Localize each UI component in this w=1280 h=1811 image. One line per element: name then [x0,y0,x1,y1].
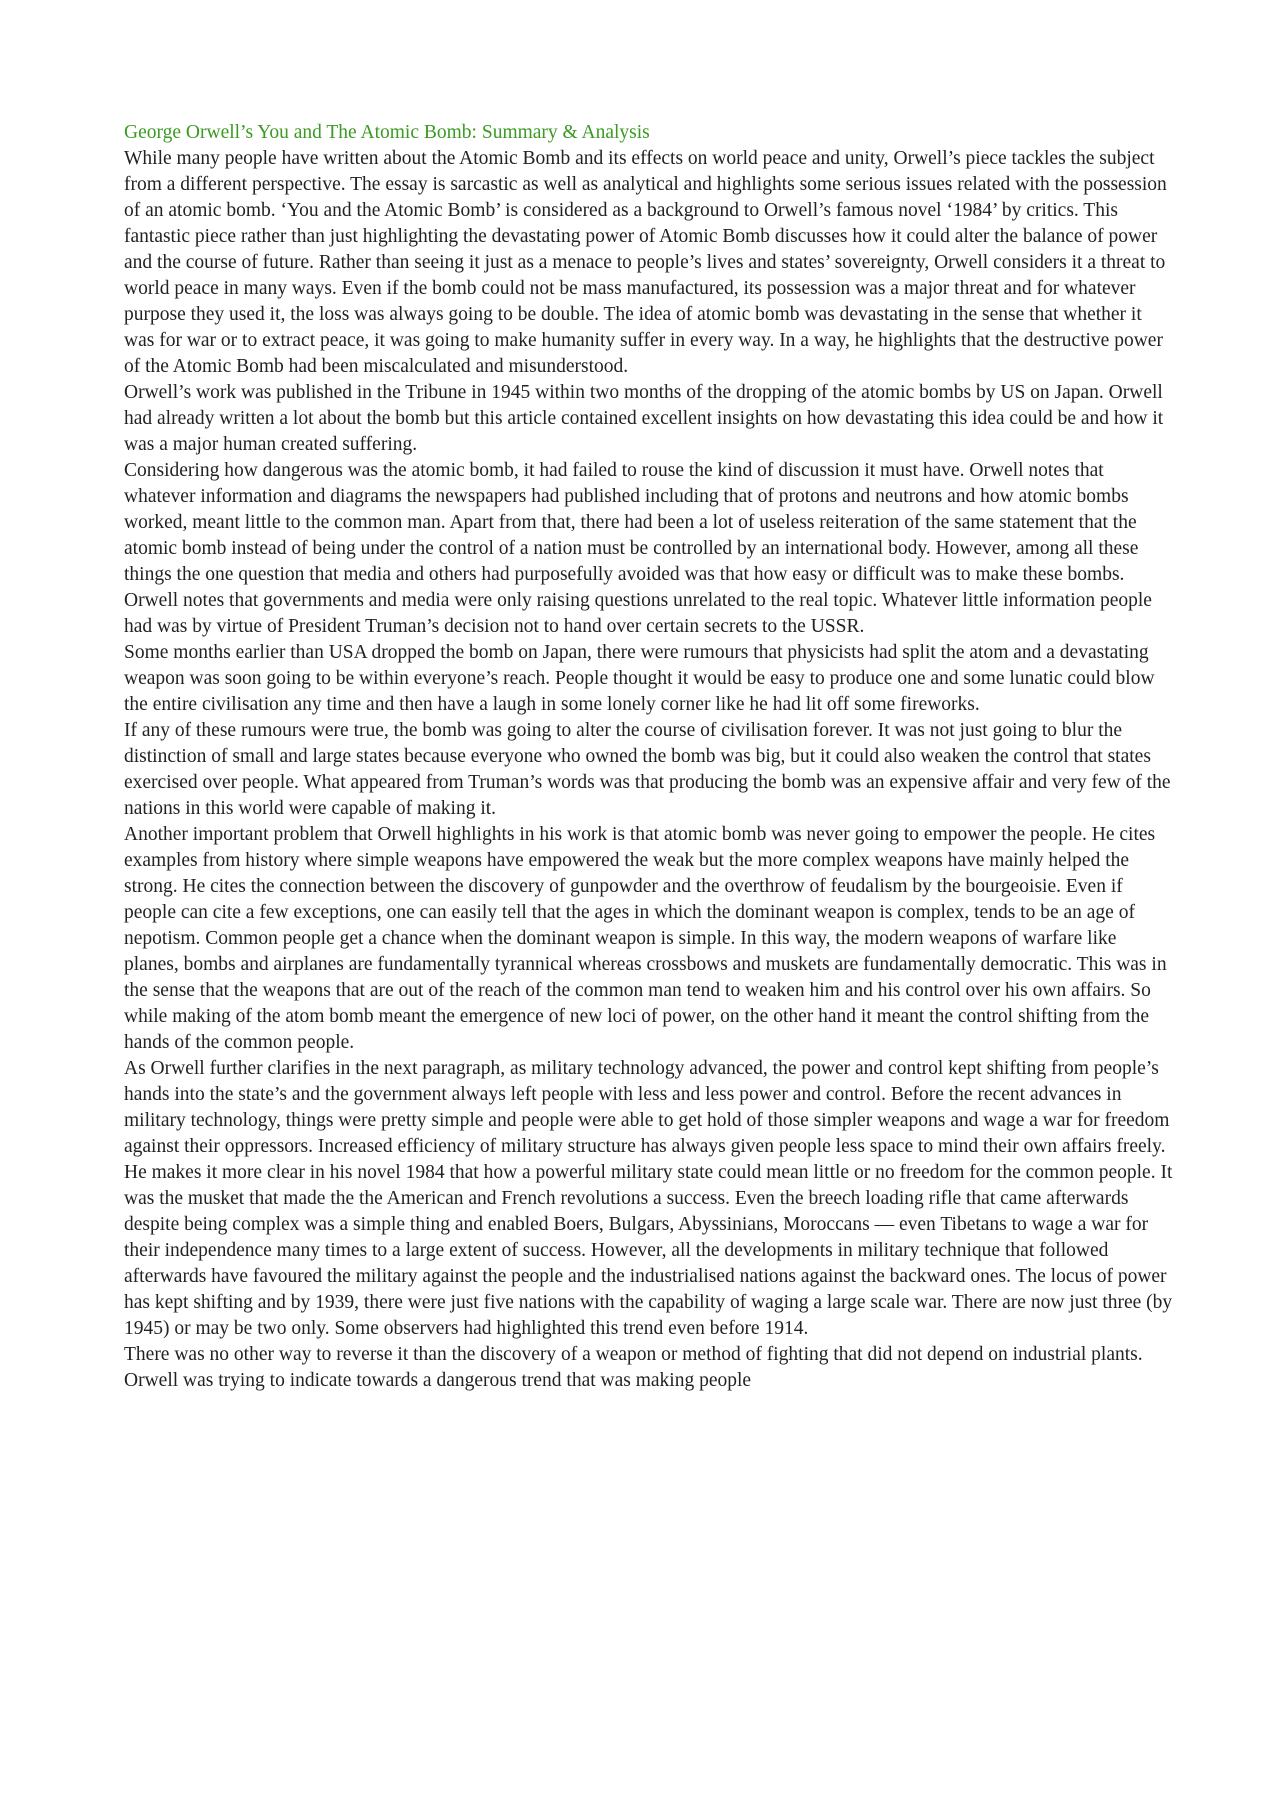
paragraph-8: There was no other way to reverse it than the discovery of a weapon or method of fighting that did not depend on industrial plants. Orwell was trying to indicate towards a dangerous trend that was making people [124,1344,1143,1391]
paragraph-3: Considering how dangerous was the atomic bomb, it had failed to rouse the kind of discussion it must have. Orwell notes that whatever information and diagrams the newspapers had published including that of protons and neutrons and how atomic bombs worked, meant little to the common man. Apart from that, there had been a lot of useless reiteration of the same statement that the atomic bomb instead of being under the control of a nation must be controlled by an international body. However, among all these things the one question that media and others had purposefully avoided was that how easy or difficult was to make these bombs. Orwell notes that governments and media were only raising questions unrelated to the real topic. Whatever little information people had was by virtue of President Truman’s decision not to hand over certain secrets to the USSR. [124,460,1152,637]
page-title: George Orwell’s You and The Atomic Bomb: Summary & Analysis [124,122,650,143]
paragraph-1: While many people have written about the Atomic Bomb and its effects on world peace and unity, Orwell’s piece tackles the subject from a different perspective. The essay is sarcastic as well as analytical and highlights some serious issues related with the possession of an atomic bomb. ‘You and the Atomic Bomb’ is considered as a background to Orwell’s famous novel ‘1984’ by critics. This fantastic piece rather than just highlighting the devastating power of Atomic Bomb discusses how it could alter the balance of power and the course of future. Rather than seeing it just as a menace to people’s lives and states’ sovereignty, Orwell considers it a threat to world peace in many ways. Even if the bomb could not be mass manufactured, its possession was a major threat and for whatever purpose they used it, the loss was always going to be double. The idea of atomic bomb was devastating in the sense that whether it was for war or to extract peace, it was going to make humanity suffer in every way. In a way, he highlights that the destructive power of the Atomic Bomb had been miscalculated and misunderstood. [124,148,1167,377]
document-body [124,120,1174,1394]
paragraph-6: Another important problem that Orwell highlights in his work is that atomic bomb was never going to empower the people. He cites examples from history where simple weapons have empowered the weak but the more complex weapons have mainly helped the strong. He cites the connection between the discovery of gunpowder and the overthrow of feudalism by the bourgeoisie. Even if people can cite a few exceptions, one can easily tell that the ages in which the dominant weapon is complex, tends to be an age of nepotism. Common people get a chance when the dominant weapon is simple. In this way, the modern weapons of warfare like planes, bombs and airplanes are fundamentally tyrannical whereas crossbows and muskets are fundamentally democratic. This was in the sense that the weapons that are out of the reach of the common man tend to weaken him and his control over his own affairs. So while making of the atom bomb meant the emergence of new loci of power, on the other hand it meant the control shifting from the hands of the common people. [124,824,1167,1053]
paragraph-5: If any of these rumours were true, the bomb was going to alter the course of civilisation forever. It was not just going to blur the distinction of small and large states because everyone who owned the bomb was big, but it could also weaken the control that states exercised over people. What appeared from Truman’s words was that producing the bomb was an expensive affair and very few of the nations in this world were capable of making it. [124,720,1171,819]
paragraph-4: Some months earlier than USA dropped the bomb on Japan, there were rumours that physicists had split the atom and a devastating weapon was soon going to be within everyone’s reach. People thought it would be easy to produce one and some lunatic could blow the entire civilisation any time and then have a laugh in some lonely corner like he had lit off some fireworks. [124,642,1155,715]
paragraph-2: Orwell’s work was published in the Tribune in 1945 within two months of the dropping of the atomic bombs by US on Japan. Orwell had already written a lot about the bomb but this article contained excellent insights on how devastating this idea could be and how it was a major human created suffering. [124,382,1164,455]
paragraph-7: As Orwell further clarifies in the next paragraph, as military technology advanced, the power and control kept shifting from people’s hands into the state’s and the government always left people with less and less power and control. Before the recent advances in military technology, things were pretty simple and people were able to get hold of those simpler weapons and wage a war for freedom against their oppressors. Increased efficiency of military structure has always given people less space to mind their own affairs freely. He makes it more clear in his novel 1984 that how a powerful military state could mean little or no freedom for the common people. It was the musket that made the the American and French revolutions a success. Even the breech loading rifle that came afterwards despite being complex was a simple thing and enabled Boers, Bulgars, Abyssinians, Moroccans — even Tibetans to wage a war for their independence many times to a large extent of success. However, all the developments in military technique that followed afterwards have favoured the military against the people and the industrialised nations against the backward ones. The locus of power has kept shifting and by 1939, there were just five nations with the capability of waging a large scale war. There are now just three (by 1945) or may be two only. Some observers had highlighted this trend even before 1914. [124,1058,1173,1339]
